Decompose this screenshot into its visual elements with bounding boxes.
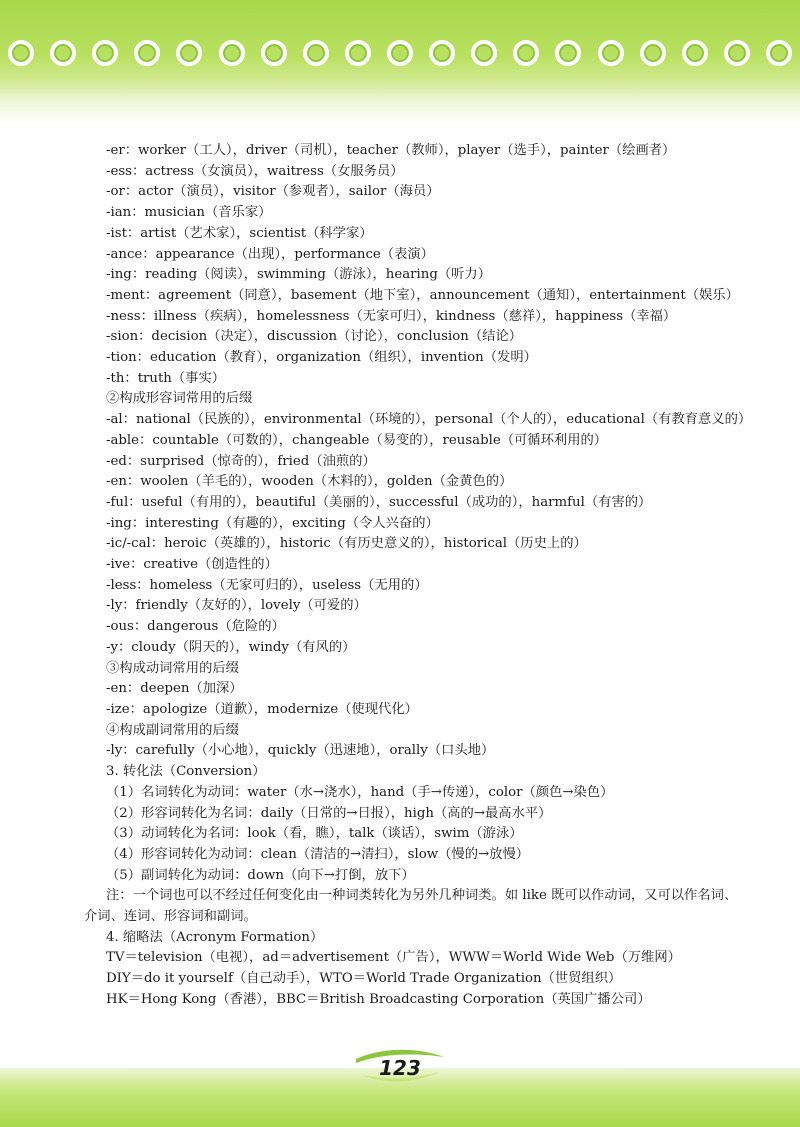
section-heading: ②构成形容词常用的后缀 bbox=[106, 391, 253, 407]
ring-icon bbox=[303, 40, 329, 66]
text-line: -ful：useful（有用的），beautiful（美丽的），successful（成功的），harmful（有害的） bbox=[106, 494, 652, 510]
text-line: -sion：decision（决定），discussion（讨论），conclusion（结论） bbox=[106, 329, 523, 345]
section-heading: 3. 转化法（Conversion） bbox=[106, 764, 266, 780]
ring-icon bbox=[176, 40, 202, 66]
page-number: 123 bbox=[379, 1056, 421, 1080]
text-line: -er：worker（工人），driver（司机），teacher（教师），player（选手），painter（绘画者） bbox=[106, 143, 676, 158]
ring-icon bbox=[429, 40, 455, 66]
ring-icon bbox=[513, 40, 539, 66]
ring-icon bbox=[724, 40, 750, 66]
text-line: -th：truth（事实） bbox=[106, 370, 226, 386]
text-line: -ly：friendly（友好的），lovely（可爱的） bbox=[106, 598, 367, 614]
text-line: HK＝Hong Kong（香港），BBC＝British Broadcasting Corporation（英国广播公司） bbox=[106, 991, 651, 1007]
text-line: （1）名词转化为动词：water（水→浇水），hand（手→传递），color（颜色→染色） bbox=[106, 784, 614, 800]
text-line: -ment：agreement（同意），basement（地下室），announcement（通知），entertainment（娱乐） bbox=[106, 287, 739, 303]
text-line: -less：homeless（无家可归的），useless（无用的） bbox=[106, 577, 428, 593]
section-heading: ③构成动词常用的后缀 bbox=[106, 660, 239, 676]
section-heading: ④构成副词常用的后缀 bbox=[106, 722, 239, 738]
text-line: -able：countable（可数的），changeable（易变的），reusable（可循环利用的） bbox=[106, 432, 608, 448]
ring-icon bbox=[134, 40, 160, 66]
text-line: -ive：creative（创造性的） bbox=[106, 557, 278, 573]
text-line: -ance：appearance（出现），performance（表演） bbox=[106, 246, 434, 262]
text-line: -ian：musician（音乐家） bbox=[106, 205, 272, 221]
section-heading: 4. 缩略法（Acronym Formation） bbox=[106, 929, 324, 945]
text-line: （3）动词转化为名词：look（看，瞧），talk（谈话），swim（游泳） bbox=[106, 826, 523, 842]
text-line: -tion：education（教育），organization（组织），invention（发明） bbox=[106, 350, 537, 366]
ring-icon bbox=[555, 40, 581, 66]
text-line: -ing：interesting（有趣的），exciting（令人兴奋的） bbox=[106, 515, 439, 531]
ring-icon bbox=[471, 40, 497, 66]
text-line: DIY＝do it yourself（自己动手），WTO＝World Trade Organization（世贸组织） bbox=[106, 971, 622, 987]
text-line: -ess：actress（女演员），waitress（女服务员） bbox=[106, 163, 404, 179]
ring-icon bbox=[8, 40, 34, 66]
ring-icon bbox=[598, 40, 624, 66]
text-line: -ic/-cal：heroic（英雄的），historic（有历史意义的），historical（历史上的） bbox=[106, 536, 587, 552]
text-line: -ist：artist（艺术家），scientist（科学家） bbox=[106, 225, 373, 241]
text-line: -ous：dangerous（危险的） bbox=[106, 619, 285, 635]
ring-icon bbox=[92, 40, 118, 66]
text-line: -en：deepen（加深） bbox=[106, 681, 243, 697]
note-paragraph: 注：一个词也可以不经过任何变化由一种词类转化为另外几种词类。如 like 既可以作动词，又可以作名词、介词、连词、形容词和副词。 bbox=[84, 888, 738, 925]
text-line: -en：woolen（羊毛的），wooden（木料的），golden（金黄色的） bbox=[106, 474, 513, 490]
ring-icon bbox=[640, 40, 666, 66]
text-line: -al：national（民族的），environmental（环境的），personal（个人的），educational（有教育意义的） bbox=[106, 412, 752, 428]
ring-icon bbox=[682, 40, 708, 66]
text-line: -ed：surprised（惊奇的），fried（油煎的） bbox=[106, 453, 376, 469]
text-line: -or：actor（演员），visitor（参观者），sailor（海员） bbox=[106, 184, 440, 200]
ring-icon bbox=[219, 40, 245, 66]
text-line: -y：cloudy（阴天的），windy（有风的） bbox=[106, 639, 356, 655]
ring-icon bbox=[387, 40, 413, 66]
text-line: TV＝television（电视），ad＝advertisement（广告），WWW＝World Wide Web（万维网） bbox=[106, 950, 681, 966]
text-line: （2）形容词转化为名词：daily（日常的→日报），high（高的→最高水平） bbox=[106, 805, 552, 821]
header-rings bbox=[8, 40, 792, 74]
page-content bbox=[84, 141, 752, 1011]
ring-icon bbox=[345, 40, 371, 66]
text-line: （4）形容词转化为动词：clean（清洁的→清扫），slow（慢的→放慢） bbox=[106, 846, 530, 862]
text-line: -ly：carefully（小心地），quickly（迅速地），orally（口头地） bbox=[106, 743, 495, 759]
ring-icon bbox=[766, 40, 792, 66]
text-line: -ness：illness（疾病），homelessness（无家可归），kindness（慈祥），happiness（幸福） bbox=[106, 308, 677, 324]
text-line: -ing：reading（阅读），swimming（游泳），hearing（听力） bbox=[106, 267, 492, 283]
text-line: （5）副词转化为动词：down（向下→打倒，放下） bbox=[106, 867, 415, 883]
text-line: -ize：apologize（道歉），modernize（使现代化） bbox=[106, 701, 418, 717]
ring-icon bbox=[50, 40, 76, 66]
header-fade bbox=[0, 100, 800, 126]
ring-icon bbox=[261, 40, 287, 66]
